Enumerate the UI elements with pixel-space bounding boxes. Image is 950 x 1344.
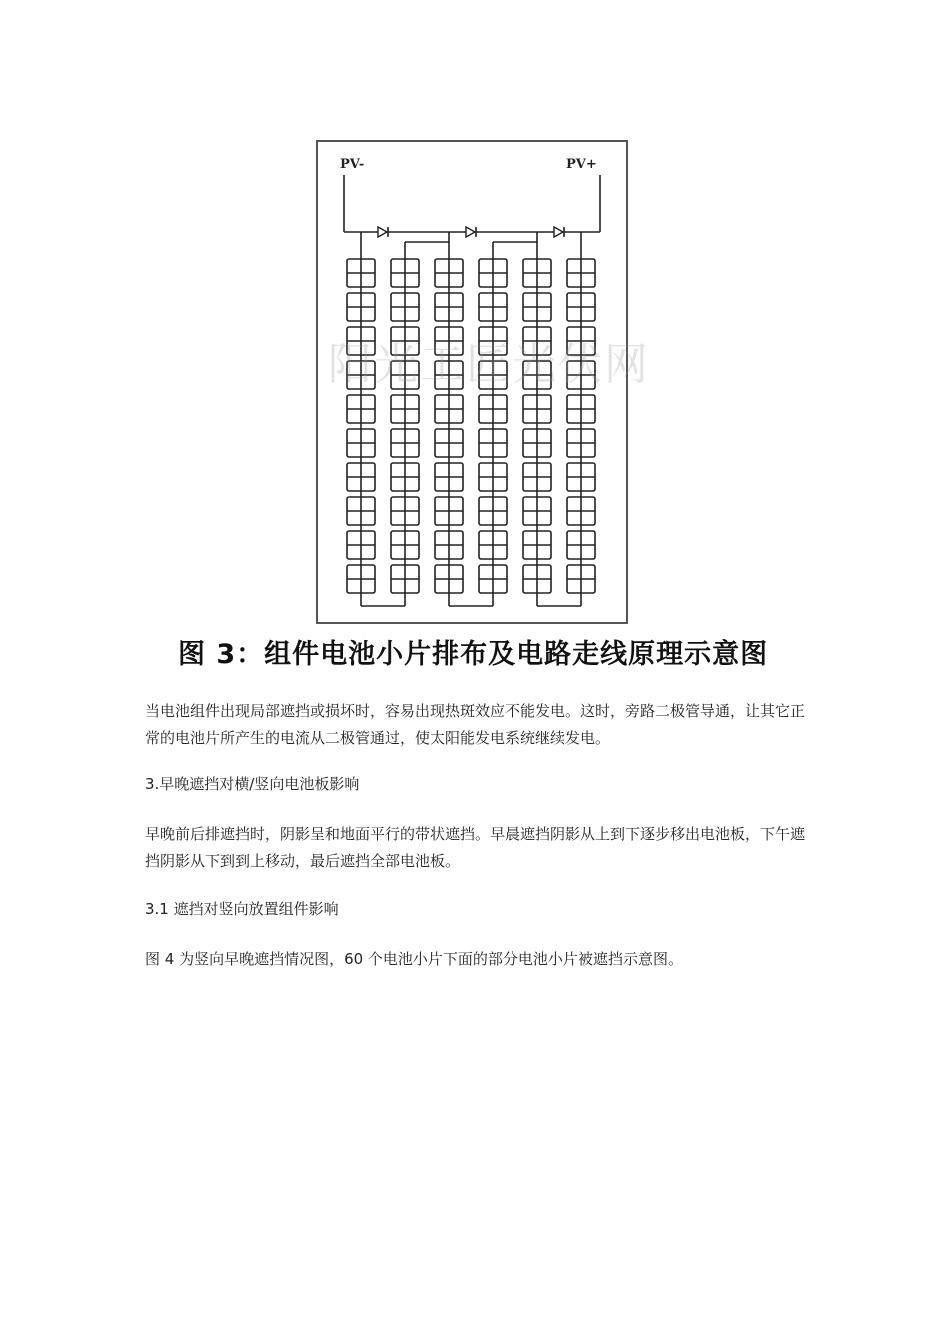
figure-caption: 图 3：组件电池小片排布及电路走线原理示意图 — [178, 639, 769, 670]
pv-positive-label: PV+ — [566, 157, 597, 172]
paragraph-shading: 早晚前后排遮挡时，阴影呈和地面平行的带状遮挡。早晨遮挡阴影从上到下逐步移出电池板，下午遮挡阴影从下到到上移动，最后遮挡全部电池板。 — [145, 825, 806, 870]
section-heading-3: 3.早晚遮挡对横/竖向电池板影响 — [145, 775, 360, 793]
paragraph-hot-spot: 当电池组件出现局部遮挡或损坏时，容易出现热斑效应不能发电。这时，旁路二极管导通，让其它正常的电池片所产生的电流从二极管通过，使太阳能发电系统继续发电。 — [145, 702, 806, 747]
pv-negative-label: PV- — [340, 157, 365, 172]
paragraph-figure-4: 图 4 为竖向早晚遮挡情况图，60 个电池小片下面的部分电池小片被遮挡示意图。 — [145, 950, 683, 968]
watermark-text: 阳光工匠光伏网 — [328, 339, 650, 390]
section-heading-3-1: 3.1 遮挡对竖向放置组件影响 — [145, 900, 339, 918]
